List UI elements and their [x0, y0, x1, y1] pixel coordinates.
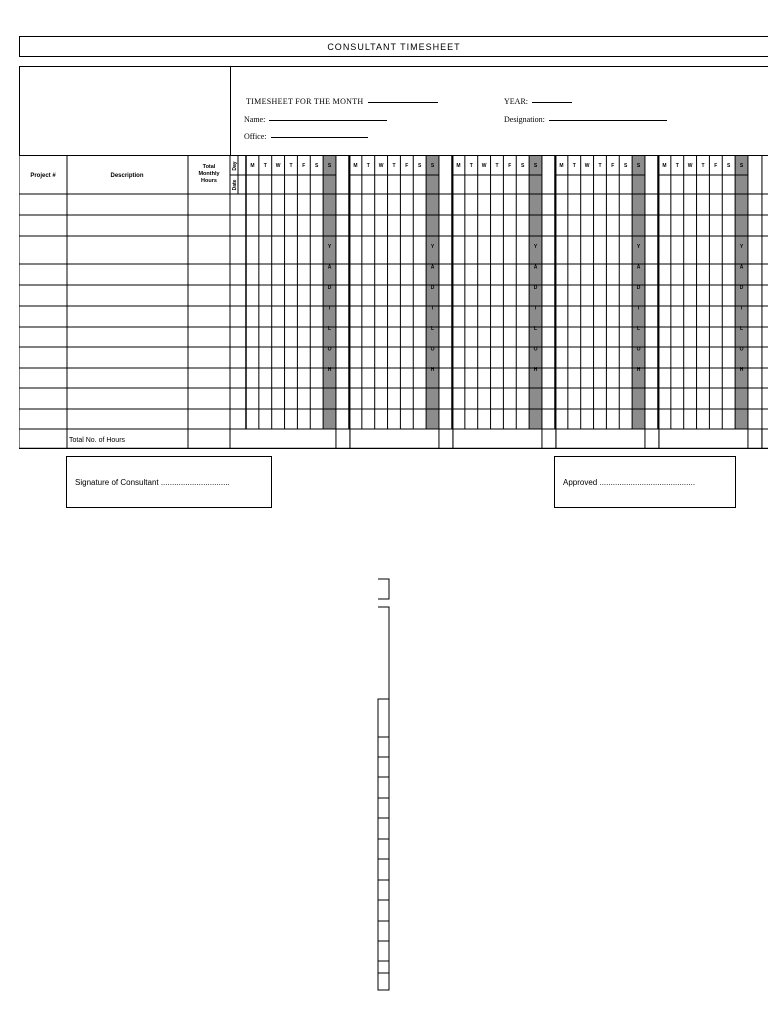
timesheet-grid-svg [19, 156, 768, 449]
weekday-label-s: S [739, 163, 744, 169]
holiday-letter: O [636, 346, 641, 353]
holiday-letter: L [430, 326, 435, 332]
holiday-letter: H [739, 367, 744, 373]
approval-label: Approved ........................................... [563, 477, 696, 487]
weekday-label-m: M [456, 163, 461, 169]
weekday-label-s: S [327, 163, 332, 169]
holiday-letter: I [431, 305, 434, 312]
holiday-letter: D [430, 285, 435, 291]
holiday-letter: D [327, 285, 332, 291]
weekday-label-s: S [636, 163, 641, 169]
total-hours-label: Total No. of Hours [69, 437, 126, 444]
weekday-label-s: S [533, 163, 538, 169]
weekday-label-t: T [495, 163, 499, 169]
weekday-label-t: T [366, 163, 370, 169]
holiday-letter: D [739, 285, 744, 291]
date-label: Date [232, 179, 238, 191]
total-monthly-hours-header: Total [202, 164, 216, 170]
weekday-label-s: S [430, 163, 435, 169]
holiday-letter: O [739, 346, 744, 353]
weekday-label-m: M [250, 163, 255, 169]
approval-box[interactable] [554, 456, 736, 508]
designation-field[interactable] [504, 115, 667, 124]
designation-label: Designation: [504, 115, 545, 124]
year-label: YEAR: [504, 97, 528, 106]
holiday-letter: Y [533, 244, 538, 250]
weekday-label-t: T [392, 163, 396, 169]
total-monthly-hours-header: Monthly [198, 171, 220, 177]
weekday-label-f: F [302, 163, 306, 169]
weekday-label-f: F [714, 163, 718, 169]
holiday-letter: D [533, 285, 538, 291]
weekday-label-w: W [275, 163, 281, 169]
weekday-label-t: T [469, 163, 473, 169]
weekday-label-m: M [353, 163, 358, 169]
header-divider [230, 67, 231, 155]
holiday-letter: H [533, 367, 538, 373]
holiday-letter: L [533, 326, 538, 332]
holiday-letter: A [739, 264, 744, 271]
holiday-letter: I [328, 305, 331, 312]
holiday-letter: A [430, 264, 435, 271]
weekday-label-s: S [418, 163, 422, 169]
weekday-label-t: T [289, 163, 293, 169]
total-monthly-hours-header: Hours [201, 178, 217, 184]
month-line [368, 102, 438, 103]
weekday-label-f: F [405, 163, 409, 169]
month-label: TIMESHEET FOR THE MONTH [246, 97, 364, 106]
holiday-letter: O [430, 346, 435, 353]
holiday-letter: D [636, 285, 641, 291]
holiday-letter: Y [430, 244, 435, 250]
weekday-label-w: W [378, 163, 384, 169]
weekday-label-s: S [727, 163, 731, 169]
day-label: Day [232, 161, 238, 171]
holiday-letter: O [327, 346, 332, 353]
office-line [271, 137, 368, 138]
project-column-header: Project # [30, 173, 56, 179]
weekday-label-m: M [559, 163, 564, 169]
office-field[interactable] [244, 132, 368, 141]
weekday-label-s: S [624, 163, 628, 169]
weekday-label-t: T [701, 163, 705, 169]
holiday-letter: I [637, 305, 640, 312]
weekday-label-t: T [675, 163, 679, 169]
month-field[interactable] [246, 97, 438, 106]
holiday-letter: H [636, 367, 641, 373]
weekday-label-s: S [315, 163, 319, 169]
name-field[interactable] [244, 115, 387, 124]
weekday-label-w: W [687, 163, 693, 169]
year-line [532, 102, 572, 103]
consultant-signature-box[interactable] [66, 456, 272, 508]
holiday-letter: Y [636, 244, 641, 250]
weekday-label-m: M [662, 163, 667, 169]
holiday-letter: Y [327, 244, 332, 250]
weekday-label-w: W [481, 163, 487, 169]
weekday-label-s: S [521, 163, 525, 169]
holiday-letter: O [533, 346, 538, 353]
consultant-signature-label: Signature of Consultant ............................... [75, 477, 230, 487]
weekday-label-f: F [611, 163, 615, 169]
holiday-letter: L [327, 326, 332, 332]
timesheet-grid [19, 155, 768, 449]
holiday-letter: H [327, 367, 332, 373]
holiday-letter: I [534, 305, 537, 312]
name-line [269, 120, 387, 121]
holiday-letter: L [636, 326, 641, 332]
holiday-letter: L [739, 326, 744, 332]
holiday-letter: A [327, 264, 332, 271]
page-fragment-lines [370, 575, 400, 995]
description-column-header: Description [110, 173, 144, 179]
weekday-label-t: T [263, 163, 267, 169]
holiday-letter: H [430, 367, 435, 373]
holiday-letter: A [636, 264, 641, 271]
designation-line [549, 120, 667, 121]
office-label: Office: [244, 132, 267, 141]
header-section [19, 66, 768, 156]
weekday-label-f: F [508, 163, 512, 169]
weekday-label-w: W [584, 163, 590, 169]
holiday-letter: A [533, 264, 538, 271]
holiday-letter: I [740, 305, 743, 312]
weekday-label-t: T [572, 163, 576, 169]
weekday-label-t: T [598, 163, 602, 169]
name-label: Name: [244, 115, 266, 124]
timesheet-title: CONSULTANT TIMESHEET [19, 36, 768, 57]
year-field[interactable] [504, 97, 572, 106]
holiday-letter: Y [739, 244, 744, 250]
